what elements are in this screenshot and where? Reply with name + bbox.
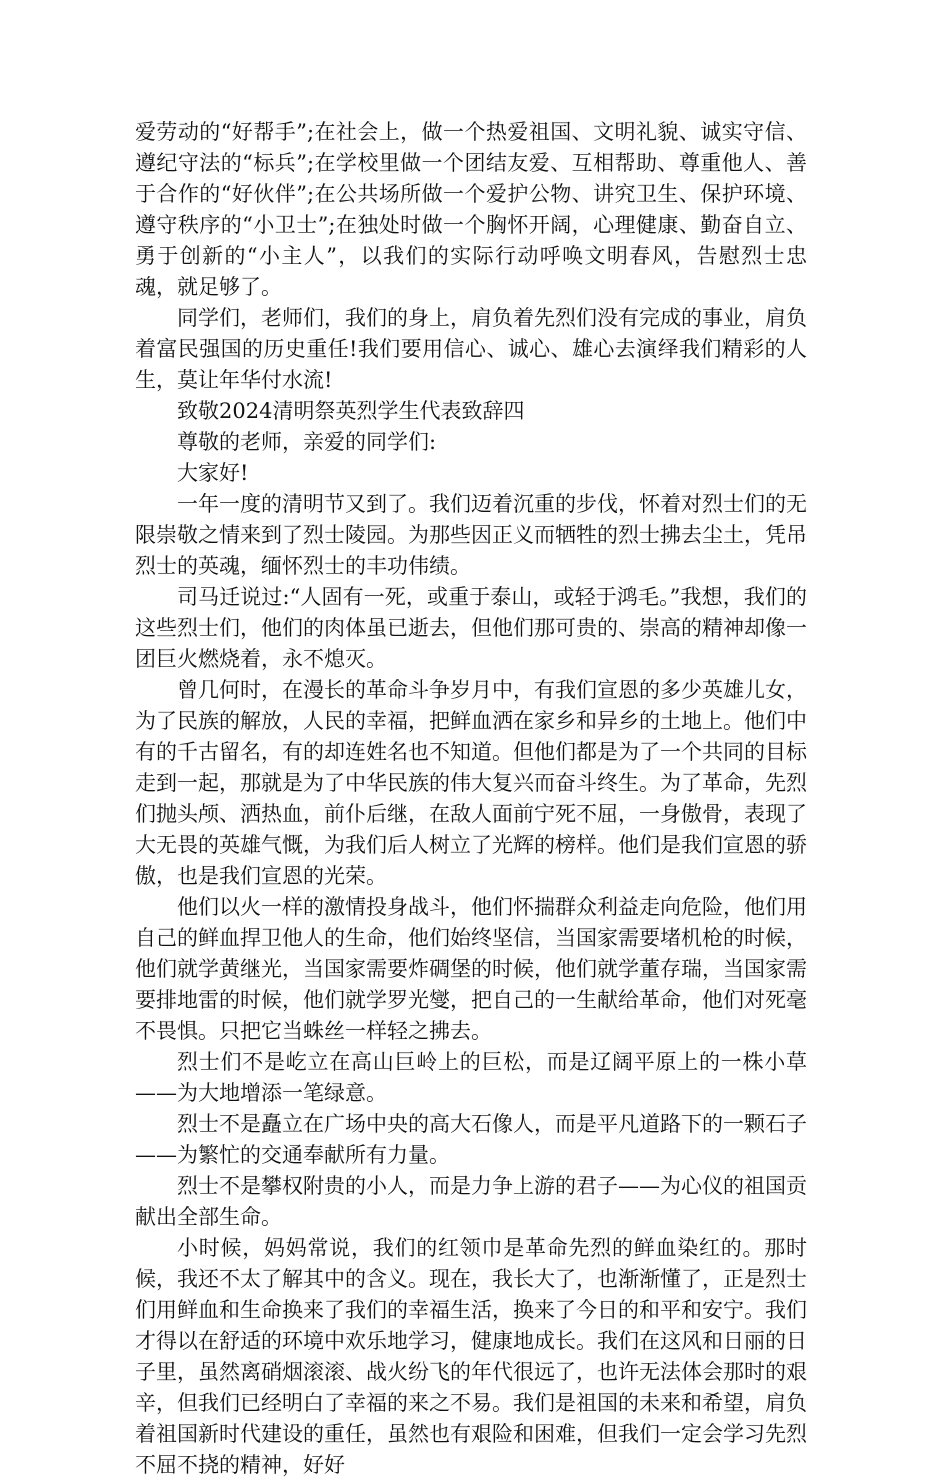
section-title: 致敬2024清明祭英烈学生代表致辞四 <box>177 399 525 423</box>
salutation: 尊敬的老师，亲爱的同学们: <box>177 430 437 454</box>
paragraph: 烈士们不是屹立在高山巨岭上的巨松，而是辽阔平原上的一株小草——为大地增添一笔绿意。 <box>135 1050 807 1105</box>
paragraph: 曾几何时，在漫长的革命斗争岁月中，有我们宣恩的多少英雄儿女，为了民族的解放，人民的幸福，把鲜血洒在家乡和异乡的土地上。他们中有的千古留名，有的却连姓名也不知道。但他们都是为了一个共同的目标走到一起，那就是为了中华民族的伟大复兴而奋斗终生。为了革命，先烈们抛头颅、洒热血，前仆后继，在敌人面前宁死不屈，一身傲骨，表现了大无畏的英雄气慨，为我们后人树立了光辉的榜样。他们是我们宣恩的骄傲，也是我们宣恩的光荣。 <box>135 678 807 888</box>
paragraph: 小时候，妈妈常说，我们的红领巾是革命先烈的鲜血染红的。那时候，我还不太了解其中的含义。现在，我长大了，也渐渐懂了，正是烈士们用鲜血和生命换来了我们的幸福生活，换来了今日的和平和安宁。我们才得以在舒适的环境中欢乐地学习，健康地成长。我们在这风和日丽的日子里，虽然离硝烟滚滚、战火纷飞的年代很远了，也许无法体会那时的艰辛，但我们已经明白了幸福的来之不易。我们是祖国的未来和希望，肩负着祖国新时代建设的重任，虽然也有艰险和困难，但我们一定会学习先烈不屈不挠的精神，好好 <box>135 1236 807 1477</box>
document-body <box>135 117 807 1481</box>
paragraph-continued: 爱劳动的“好帮手”;在社会上，做一个热爱祖国、文明礼貌、诚实守信、遵纪守法的“标兵”;在学校里做一个团结友爱、互相帮助、尊重他人、善于合作的“好伙伴”;在公共场所做一个爱护公物、讲究卫生、保护环境、遵守秩序的“小卫士”;在独处时做一个胸怀开阔，心理健康、勤奋自立、勇于创新的“小主人”，以我们的实际行动呼唤文明春风，告慰烈士忠魂，就足够了。 <box>135 120 807 299</box>
paragraph: 他们以火一样的激情投身战斗，他们怀揣群众利益走向危险，他们用自己的鲜血捍卫他人的生命，他们始终坚信，当国家需要堵机枪的时候，他们就学黄继光，当国家需要炸碉堡的时候，他们就学董存瑞，当国家需要排地雷的时候，他们就学罗光燮，把自己的一生献给革命，他们对死毫不畏惧。只把它当蛛丝一样轻之拂去。 <box>135 895 807 1043</box>
paragraph: 烈士不是攀权附贵的小人，而是力争上游的君子——为心仪的祖国贡献出全部生命。 <box>135 1174 807 1229</box>
greeting: 大家好! <box>177 461 249 485</box>
paragraph: 同学们，老师们，我们的身上，肩负着先烈们没有完成的事业，肩负着富民强国的历史重任!我们要用信心、诚心、雄心去演绎我们精彩的人生，莫让年华付水流! <box>135 306 807 392</box>
paragraph: 司马迁说过:“人固有一死，或重于泰山，或轻于鸿毛。”我想，我们的这些烈士们，他们的肉体虽已逝去，但他们那可贵的、崇高的精神却像一团巨火燃烧着，永不熄灭。 <box>135 585 807 671</box>
paragraph: 一年一度的清明节又到了。我们迈着沉重的步伐，怀着对烈士们的无限崇敬之情来到了烈士陵园。为那些因正义而牺牲的烈士拂去尘土，凭吊烈士的英魂，缅怀烈士的丰功伟绩。 <box>135 492 807 578</box>
paragraph: 烈士不是矗立在广场中央的高大石像人，而是平凡道路下的一颗石子——为繁忙的交通奉献所有力量。 <box>135 1112 807 1167</box>
